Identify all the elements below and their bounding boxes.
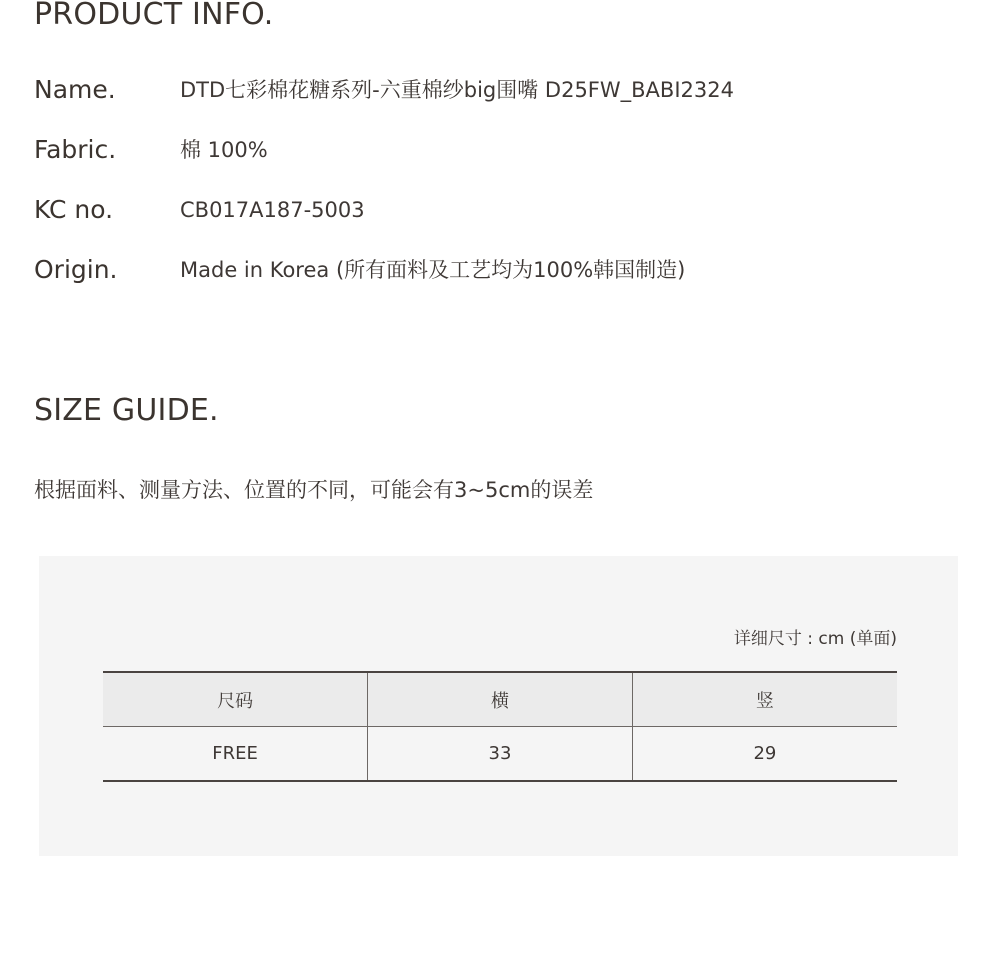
info-row-name [34,75,934,115]
size-column-header: 尺码 [103,672,368,727]
name-value: DTD七彩棉花糖系列-六重棉纱big围嘴 D25FW_BABI2324 [180,78,734,102]
width-cell: 33 [368,727,633,782]
size-table-panel [39,556,958,856]
size-table [103,671,897,782]
origin-label: Origin. [34,255,118,284]
name-label: Name. [34,75,116,104]
height-column-header: 竖 [632,672,897,727]
width-column-header: 横 [368,672,633,727]
size-guide-title: SIZE GUIDE. [34,393,219,428]
kc-number-label: KC no. [34,195,114,224]
info-row-kc-number [34,195,934,235]
kc-number-value: CB017A187-5003 [180,198,365,222]
size-table-header-row [103,672,897,727]
product-info-title: PRODUCT INFO. [34,0,274,32]
fabric-label: Fabric. [34,135,117,164]
size-measurement-note: 根据面料、测量方法、位置的不同，可能会有3~5cm的误差 [34,478,594,502]
info-row-origin [34,255,934,295]
table-row [103,727,897,782]
height-cell: 29 [632,727,897,782]
unit-note: 详细尺寸 : cm (单面) [733,629,897,649]
size-cell: FREE [103,727,368,782]
origin-value: Made in Korea (所有面料及工艺均为100%韩国制造) [180,258,686,282]
fabric-value: 棉 100% [180,138,268,162]
info-row-fabric [34,135,934,175]
